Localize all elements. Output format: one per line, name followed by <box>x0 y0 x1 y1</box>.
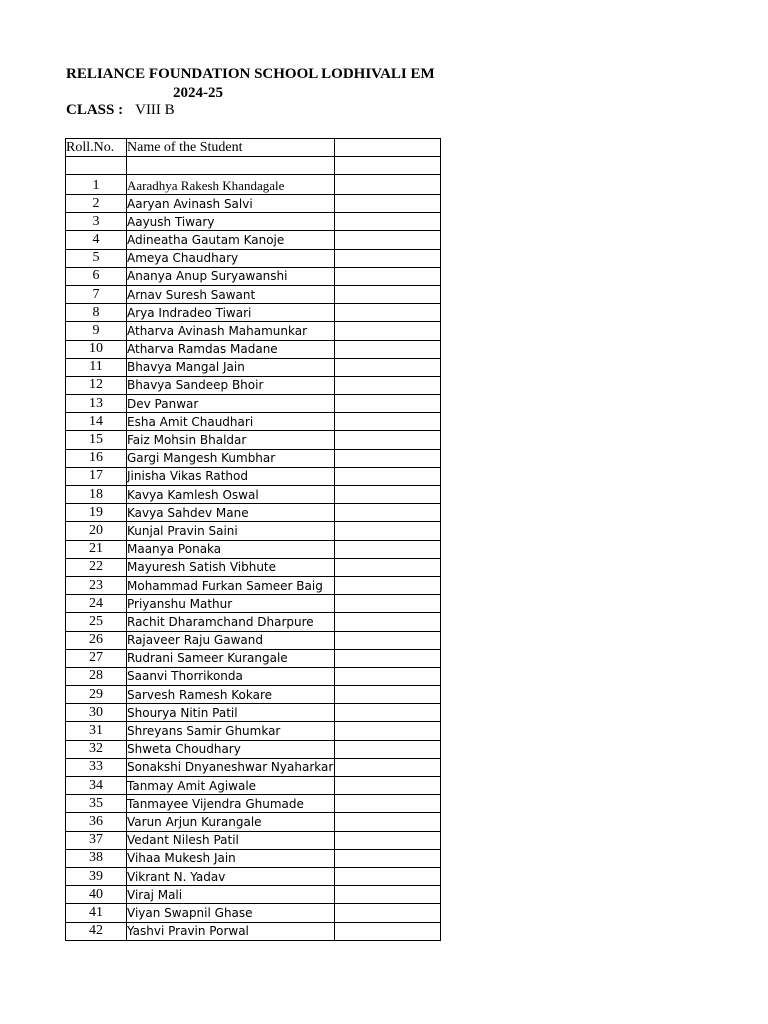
student-name-cell: Aaradhya Rakesh Khandagale <box>127 175 335 195</box>
student-name-cell: Arnav Suresh Sawant <box>127 285 335 303</box>
blank-cell <box>335 449 441 467</box>
table-row <box>66 686 441 704</box>
roll-number-cell: 40 <box>66 886 127 904</box>
roll-number-cell: 5 <box>66 249 127 267</box>
table-row <box>66 904 441 922</box>
student-name-cell: Faiz Mohsin Bhaldar <box>127 431 335 449</box>
blank-cell <box>335 340 441 358</box>
student-name-cell: Atharva Ramdas Madane <box>127 340 335 358</box>
student-name-cell: Bhavya Mangal Jain <box>127 358 335 376</box>
student-roster-table <box>65 138 441 941</box>
blank-cell <box>335 486 441 504</box>
blank-cell <box>335 395 441 413</box>
table-row <box>66 431 441 449</box>
table-row <box>66 413 441 431</box>
blank-cell <box>335 922 441 940</box>
table-header-row <box>66 139 441 157</box>
student-name-cell: Esha Amit Chaudhari <box>127 413 335 431</box>
class-line <box>66 101 175 119</box>
blank-cell <box>335 595 441 613</box>
student-name-cell: Atharva Avinash Mahamunkar <box>127 322 335 340</box>
student-name-cell: Varun Arjun Kurangale <box>127 813 335 831</box>
student-name-cell: Shweta Choudhary <box>127 740 335 758</box>
student-name-cell: Saanvi Thorrikonda <box>127 667 335 685</box>
blank-cell <box>335 576 441 594</box>
blank-cell <box>335 249 441 267</box>
table-row <box>66 285 441 303</box>
blank-cell <box>335 231 441 249</box>
table-row <box>66 849 441 867</box>
student-name-cell: Kunjal Pravin Saini <box>127 522 335 540</box>
roll-number-cell: 1 <box>66 175 127 195</box>
table-row <box>66 213 441 231</box>
table-row <box>66 886 441 904</box>
roster-body <box>66 175 441 941</box>
table-row <box>66 795 441 813</box>
table-row <box>66 504 441 522</box>
table-row <box>66 922 441 940</box>
student-name-cell: Rachit Dharamchand Dharpure <box>127 613 335 631</box>
table-spacer-row <box>66 157 441 175</box>
roll-number-cell: 17 <box>66 467 127 485</box>
roll-number-cell: 6 <box>66 267 127 285</box>
student-name-cell: Viraj Mali <box>127 886 335 904</box>
roll-number-cell: 26 <box>66 631 127 649</box>
student-name-cell: Rajaveer Raju Gawand <box>127 631 335 649</box>
class-value: VIII B <box>135 102 175 118</box>
roll-number-cell: 14 <box>66 413 127 431</box>
roll-number-cell: 9 <box>66 322 127 340</box>
roll-number-cell: 19 <box>66 504 127 522</box>
student-name-cell: Dev Panwar <box>127 395 335 413</box>
spacer-cell <box>335 157 441 175</box>
student-name-cell: Maanya Ponaka <box>127 540 335 558</box>
student-name-cell: Bhavya Sandeep Bhoir <box>127 376 335 394</box>
student-name-cell: Sonakshi Dnyaneshwar Nyaharkar <box>127 758 335 776</box>
blank-cell <box>335 849 441 867</box>
table-row <box>66 704 441 722</box>
roll-number-cell: 34 <box>66 777 127 795</box>
blank-cell <box>335 795 441 813</box>
table-row <box>66 867 441 885</box>
student-name-cell: Ameya Chaudhary <box>127 249 335 267</box>
table-row <box>66 486 441 504</box>
roll-number-cell: 36 <box>66 813 127 831</box>
roll-number-cell: 12 <box>66 376 127 394</box>
student-name-cell: Gargi Mangesh Kumbhar <box>127 449 335 467</box>
table-row <box>66 522 441 540</box>
roll-number-cell: 25 <box>66 613 127 631</box>
blank-cell <box>335 667 441 685</box>
table-row <box>66 758 441 776</box>
roll-number-cell: 3 <box>66 213 127 231</box>
student-name-cell: Aayush Tiwary <box>127 213 335 231</box>
student-name-cell: Sarvesh Ramesh Kokare <box>127 686 335 704</box>
table-row <box>66 340 441 358</box>
table-row <box>66 613 441 631</box>
table-row <box>66 376 441 394</box>
column-header-blank <box>335 139 441 157</box>
table-row <box>66 576 441 594</box>
roll-number-cell: 32 <box>66 740 127 758</box>
roll-number-cell: 31 <box>66 722 127 740</box>
blank-cell <box>335 740 441 758</box>
roll-number-cell: 10 <box>66 340 127 358</box>
spacer-cell <box>66 157 127 175</box>
roll-number-cell: 42 <box>66 922 127 940</box>
table-row <box>66 467 441 485</box>
roll-number-cell: 27 <box>66 649 127 667</box>
student-name-cell: Tanmay Amit Agiwale <box>127 777 335 795</box>
blank-cell <box>335 704 441 722</box>
blank-cell <box>335 777 441 795</box>
roll-number-cell: 22 <box>66 558 127 576</box>
table-row <box>66 540 441 558</box>
table-row <box>66 449 441 467</box>
roll-number-cell: 4 <box>66 231 127 249</box>
class-label: CLASS : <box>66 102 124 118</box>
blank-cell <box>335 195 441 213</box>
blank-cell <box>335 285 441 303</box>
student-name-cell: Aaryan Avinash Salvi <box>127 195 335 213</box>
roll-number-cell: 37 <box>66 831 127 849</box>
student-name-cell: Vihaa Mukesh Jain <box>127 849 335 867</box>
blank-cell <box>335 831 441 849</box>
student-name-cell: Rudrani Sameer Kurangale <box>127 649 335 667</box>
table-row <box>66 304 441 322</box>
roll-number-cell: 33 <box>66 758 127 776</box>
roll-number-cell: 16 <box>66 449 127 467</box>
table-row <box>66 175 441 195</box>
table-row <box>66 777 441 795</box>
table-row <box>66 231 441 249</box>
spacer-cell <box>127 157 335 175</box>
roll-number-cell: 23 <box>66 576 127 594</box>
blank-cell <box>335 813 441 831</box>
blank-cell <box>335 867 441 885</box>
column-header-name: Name of the Student <box>127 139 335 157</box>
student-name-cell: Arya Indradeo Tiwari <box>127 304 335 322</box>
blank-cell <box>335 304 441 322</box>
blank-cell <box>335 722 441 740</box>
roll-number-cell: 15 <box>66 431 127 449</box>
roll-number-cell: 24 <box>66 595 127 613</box>
roll-number-cell: 35 <box>66 795 127 813</box>
student-name-cell: Adineatha Gautam Kanoje <box>127 231 335 249</box>
table-row <box>66 249 441 267</box>
roll-number-cell: 13 <box>66 395 127 413</box>
table-row <box>66 667 441 685</box>
student-name-cell: Mohammad Furkan Sameer Baig <box>127 576 335 594</box>
blank-cell <box>335 431 441 449</box>
school-title: RELIANCE FOUNDATION SCHOOL LODHIVALI EM <box>66 66 435 82</box>
student-name-cell: Yashvi Pravin Porwal <box>127 922 335 940</box>
blank-cell <box>335 649 441 667</box>
blank-cell <box>335 758 441 776</box>
table-row <box>66 395 441 413</box>
roll-number-cell: 7 <box>66 285 127 303</box>
student-name-cell: Kavya Sahdev Mane <box>127 504 335 522</box>
student-name-cell: Shreyans Samir Ghumkar <box>127 722 335 740</box>
student-name-cell: Mayuresh Satish Vibhute <box>127 558 335 576</box>
table-row <box>66 267 441 285</box>
table-row <box>66 740 441 758</box>
blank-cell <box>335 267 441 285</box>
student-name-cell: Ananya Anup Suryawanshi <box>127 267 335 285</box>
blank-cell <box>335 886 441 904</box>
roll-number-cell: 20 <box>66 522 127 540</box>
table-row <box>66 831 441 849</box>
roll-number-cell: 39 <box>66 867 127 885</box>
blank-cell <box>335 467 441 485</box>
table-row <box>66 195 441 213</box>
roll-number-cell: 2 <box>66 195 127 213</box>
student-name-cell: Vikrant N. Yadav <box>127 867 335 885</box>
roll-number-cell: 21 <box>66 540 127 558</box>
student-name-cell: Vedant Nilesh Patil <box>127 831 335 849</box>
blank-cell <box>335 540 441 558</box>
blank-cell <box>335 504 441 522</box>
student-name-cell: Kavya Kamlesh Oswal <box>127 486 335 504</box>
blank-cell <box>335 175 441 195</box>
blank-cell <box>335 322 441 340</box>
roll-number-cell: 11 <box>66 358 127 376</box>
table-row <box>66 358 441 376</box>
roll-number-cell: 8 <box>66 304 127 322</box>
table-row <box>66 649 441 667</box>
blank-cell <box>335 904 441 922</box>
column-header-roll: Roll.No. <box>66 139 127 157</box>
blank-cell <box>335 213 441 231</box>
blank-cell <box>335 376 441 394</box>
roll-number-cell: 41 <box>66 904 127 922</box>
table-row <box>66 558 441 576</box>
blank-cell <box>335 613 441 631</box>
academic-year: 2024-25 <box>173 85 223 101</box>
student-name-cell: Viyan Swapnil Ghase <box>127 904 335 922</box>
student-name-cell: Priyanshu Mathur <box>127 595 335 613</box>
table-row <box>66 722 441 740</box>
student-name-cell: Tanmayee Vijendra Ghumade <box>127 795 335 813</box>
roll-number-cell: 29 <box>66 686 127 704</box>
blank-cell <box>335 358 441 376</box>
blank-cell <box>335 558 441 576</box>
blank-cell <box>335 631 441 649</box>
roll-number-cell: 18 <box>66 486 127 504</box>
table-row <box>66 595 441 613</box>
student-name-cell: Shourya Nitin Patil <box>127 704 335 722</box>
roll-number-cell: 38 <box>66 849 127 867</box>
table-row <box>66 813 441 831</box>
blank-cell <box>335 686 441 704</box>
student-name-cell: Jinisha Vikas Rathod <box>127 467 335 485</box>
table-row <box>66 322 441 340</box>
blank-cell <box>335 413 441 431</box>
blank-cell <box>335 522 441 540</box>
roll-number-cell: 28 <box>66 667 127 685</box>
table-row <box>66 631 441 649</box>
roll-number-cell: 30 <box>66 704 127 722</box>
